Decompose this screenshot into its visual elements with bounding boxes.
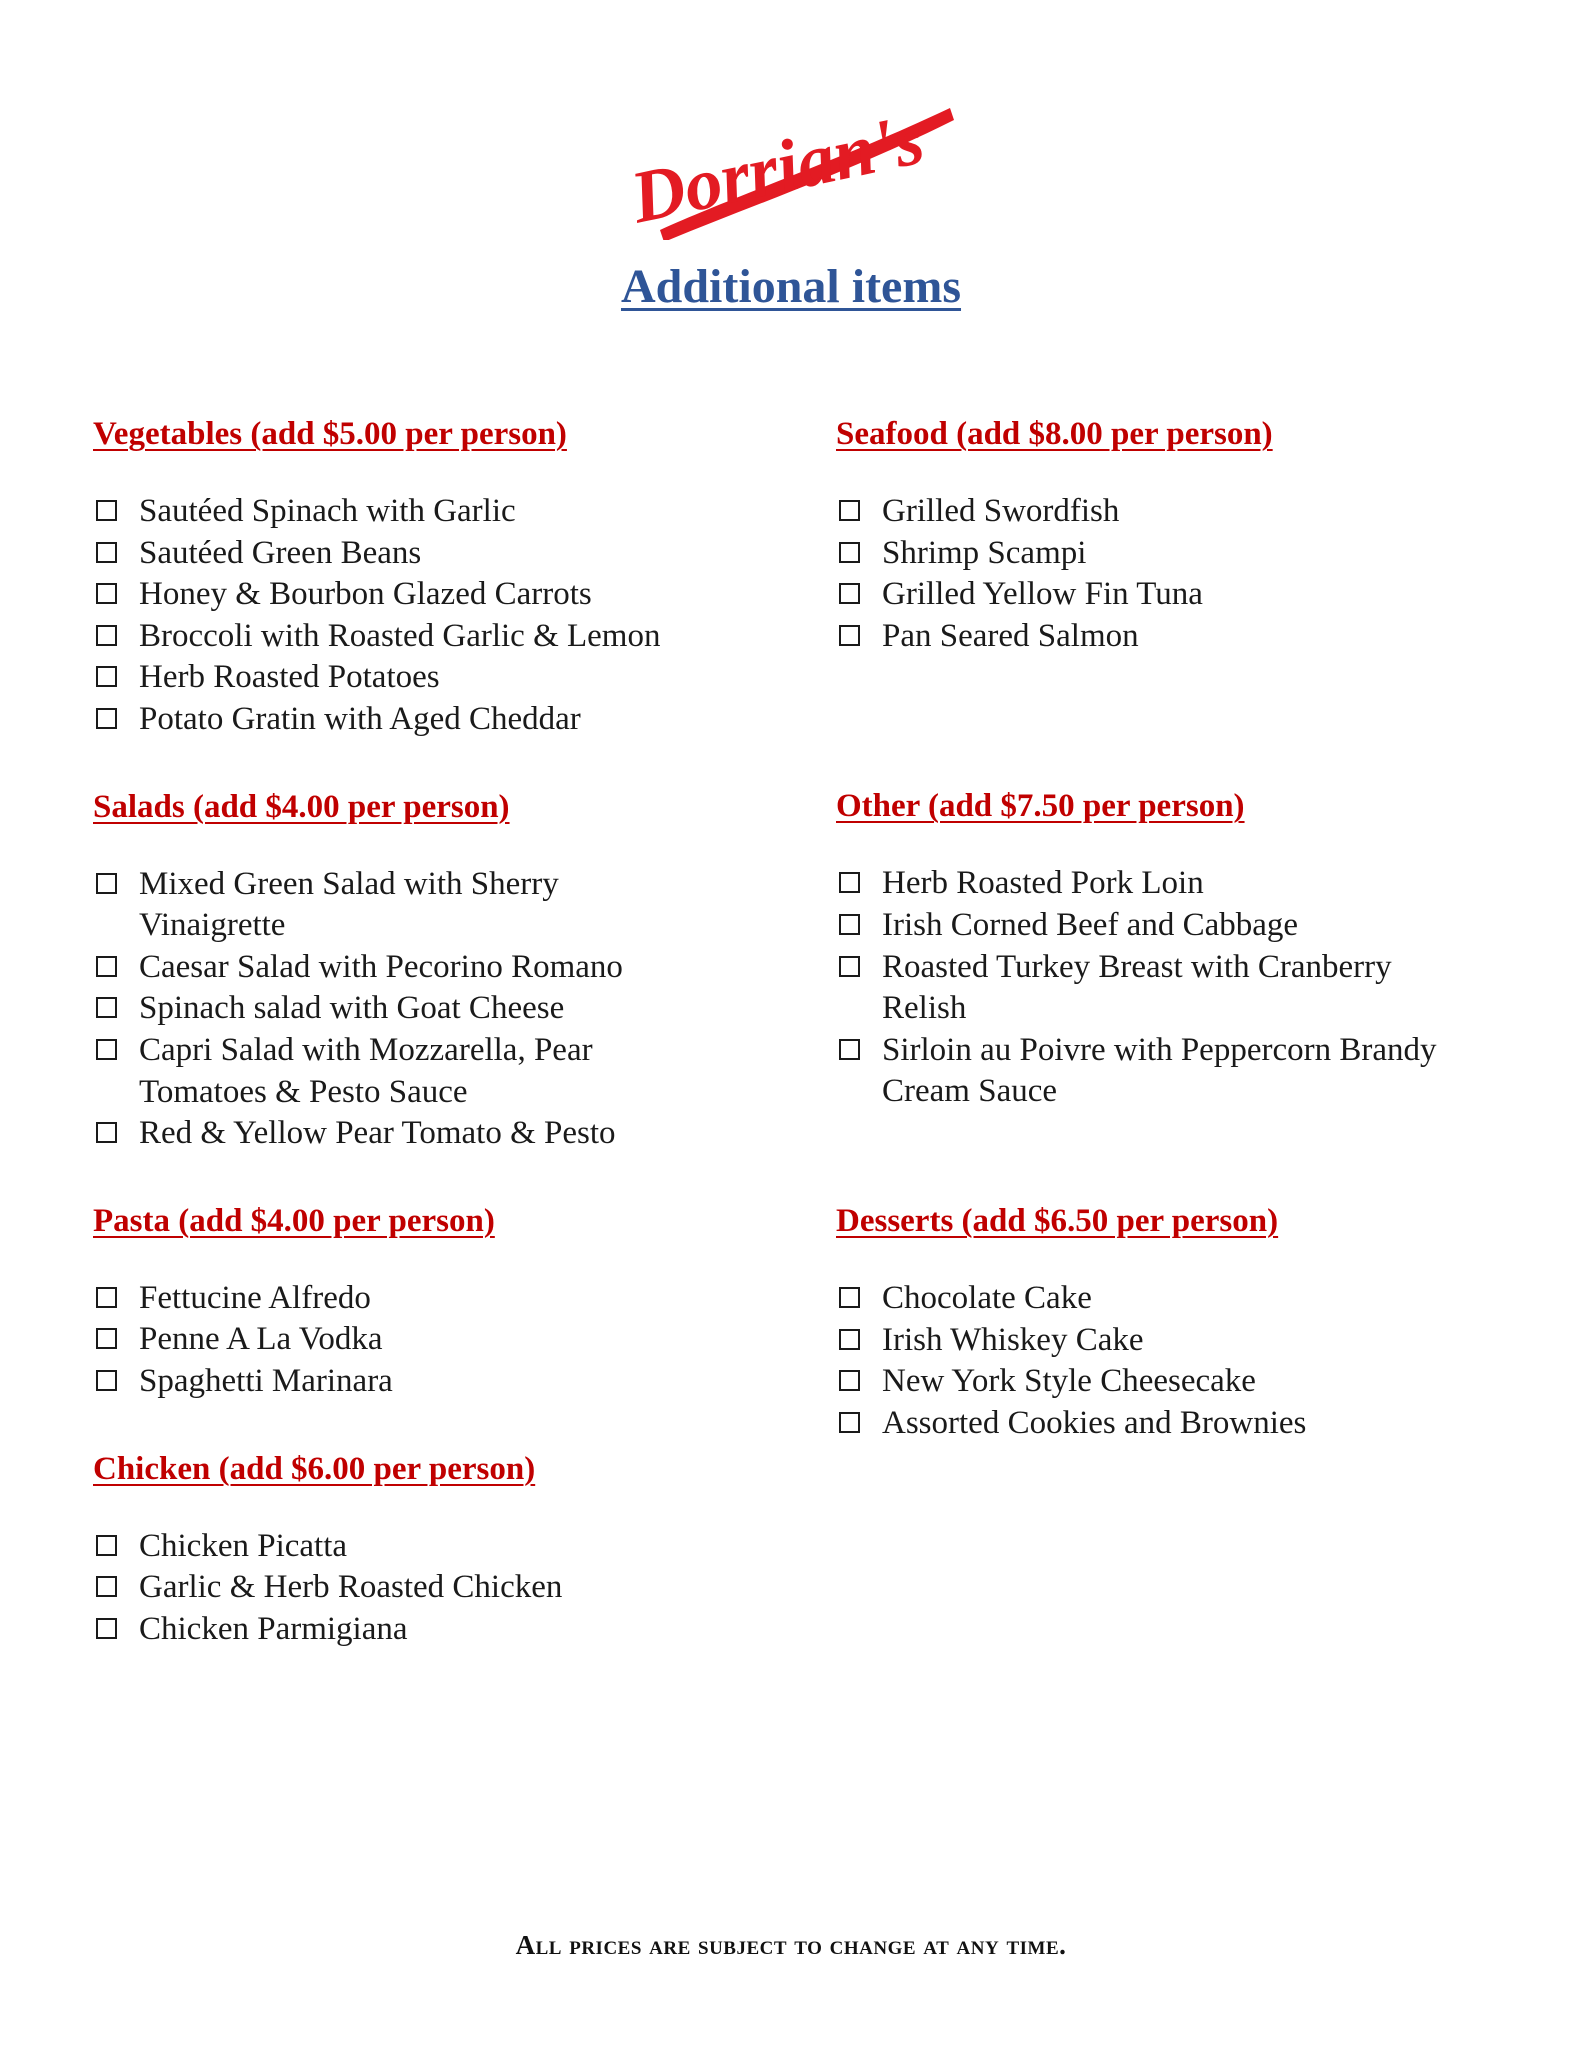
section-chicken [93,1445,793,1651]
checkbox[interactable] [839,1039,860,1060]
checkbox[interactable] [96,1328,117,1349]
item-label: Irish Whiskey Cake [882,1321,1144,1358]
section-heading: Seafood (add $8.00 per person) [836,416,1273,452]
list-item [93,1319,793,1361]
item-label: Shrimp Scampi [882,534,1087,571]
section-vegetables [93,410,793,741]
checkbox[interactable] [839,872,860,893]
section-other [836,782,1536,1113]
list-item [836,1361,1536,1403]
checkbox[interactable] [96,956,117,977]
item-label: Spinach salad with Goat Cheese [139,990,565,1027]
item-label: Chicken Picatta [139,1527,348,1564]
checkbox[interactable] [839,625,860,646]
section-heading: Vegetables (add $5.00 per person) [93,416,567,452]
item-label: Assorted Cookies and Brownies [882,1404,1307,1441]
item-list [93,1526,793,1651]
checkbox[interactable] [96,1618,117,1639]
item-label: Broccoli with Roasted Garlic & Lemon [139,617,661,654]
checkbox[interactable] [96,1039,117,1060]
price-disclaimer: All prices are subject to change at any time. [515,1930,1067,1960]
checkbox[interactable] [839,1287,860,1308]
item-label: Fettucine Alfredo [139,1279,371,1316]
checkbox[interactable] [96,1122,117,1143]
list-item [836,1030,1536,1113]
checkbox[interactable] [839,914,860,935]
list-item [93,699,793,741]
checkbox[interactable] [96,583,117,604]
item-list [836,1278,1536,1444]
list-item [836,574,1536,616]
checkbox[interactable] [96,873,117,894]
logo-wordmark: Dorrian's [624,97,931,240]
list-item [836,905,1536,947]
section-seafood [836,410,1536,657]
checkbox[interactable] [839,1412,860,1433]
item-label: Sautéed Green Beans [139,534,422,571]
item-label: Herb Roasted Pork Loin [882,865,1204,902]
item-label: Pan Seared Salmon [882,617,1139,654]
left-column [93,410,793,1650]
list-item [836,1320,1536,1362]
item-label: Garlic & Herb Roasted Chicken [139,1569,563,1606]
list-item [836,1403,1536,1445]
checkbox[interactable] [96,1535,117,1556]
page-title [0,258,1582,316]
item-list [836,863,1536,1113]
checkbox[interactable] [96,625,117,646]
item-label: Grilled Yellow Fin Tuna [882,576,1203,613]
item-label: Sautéed Spinach with Garlic [139,493,516,529]
item-list [93,864,793,1155]
dorrians-logo [620,80,960,240]
checkbox[interactable] [839,583,860,604]
list-item [93,657,793,699]
section-heading: Pasta (add $4.00 per person) [93,1202,495,1239]
list-item [93,1278,793,1320]
item-label: Sirloin au Poivre with Peppercorn Brandy Cream Sauce [882,1031,1437,1110]
item-label: Potato Gratin with Aged Cheddar [139,700,581,737]
item-label: New York Style Cheesecake [882,1363,1256,1400]
list-item [836,533,1536,575]
item-label: Caesar Salad with Pecorino Romano [139,948,623,985]
item-label: Irish Corned Beef and Cabbage [882,906,1299,943]
right-column [836,410,1536,1444]
checkbox[interactable] [96,708,117,729]
list-item [93,1567,793,1609]
list-item [836,863,1536,905]
list-item [93,947,793,989]
checkbox[interactable] [96,500,117,521]
section-heading: Chicken (add $6.00 per person) [93,1450,536,1487]
item-label: Grilled Swordfish [882,493,1120,529]
list-item [93,864,793,947]
list-item [93,1030,793,1113]
list-item [93,988,793,1030]
item-label: Red & Yellow Pear Tomato & Pesto [139,1115,616,1152]
item-list [93,491,793,741]
section-pasta [93,1197,793,1403]
checkbox[interactable] [839,1329,860,1350]
checkbox[interactable] [96,666,117,687]
list-item [93,491,793,533]
list-item [93,574,793,616]
item-list [93,1278,793,1403]
item-label: Mixed Green Salad with Sherry Vinaigrette [139,865,559,944]
checkbox[interactable] [96,542,117,563]
section-desserts [836,1197,1536,1444]
item-label: Penne A La Vodka [139,1321,383,1358]
list-item [93,1361,793,1403]
item-label: Herb Roasted Potatoes [139,659,440,696]
checkbox[interactable] [839,500,860,521]
page-title-text: Additional items [620,260,962,313]
checkbox[interactable] [96,1576,117,1597]
list-item [836,947,1536,1030]
item-label: Chocolate Cake [882,1279,1092,1316]
item-label: Honey & Bourbon Glazed Carrots [139,576,592,613]
list-item [836,491,1536,533]
list-item [836,616,1536,658]
list-item [836,1278,1536,1320]
list-item [93,1113,793,1155]
list-item [93,533,793,575]
checkbox[interactable] [839,1370,860,1391]
item-label: Roasted Turkey Breast with Cranberry Relish [882,948,1392,1027]
item-list [836,491,1536,657]
checkbox[interactable] [839,542,860,563]
list-item [93,1526,793,1568]
list-item [93,1609,793,1651]
item-label: Spaghetti Marinara [139,1362,393,1399]
list-item [93,616,793,658]
section-heading: Desserts (add $6.50 per person) [836,1202,1279,1239]
checkbox[interactable] [96,1287,117,1308]
item-label: Chicken Parmigiana [139,1610,408,1647]
section-heading: Other (add $7.50 per person) [836,788,1245,825]
item-label: Capri Salad with Mozzarella, Pear Tomatoes & Pesto Sauce [139,1031,593,1110]
section-heading: Salads (add $4.00 per person) [93,788,510,825]
section-salads [93,783,793,1155]
checkbox[interactable] [96,997,117,1018]
checkbox[interactable] [839,956,860,977]
checkbox[interactable] [96,1370,117,1391]
